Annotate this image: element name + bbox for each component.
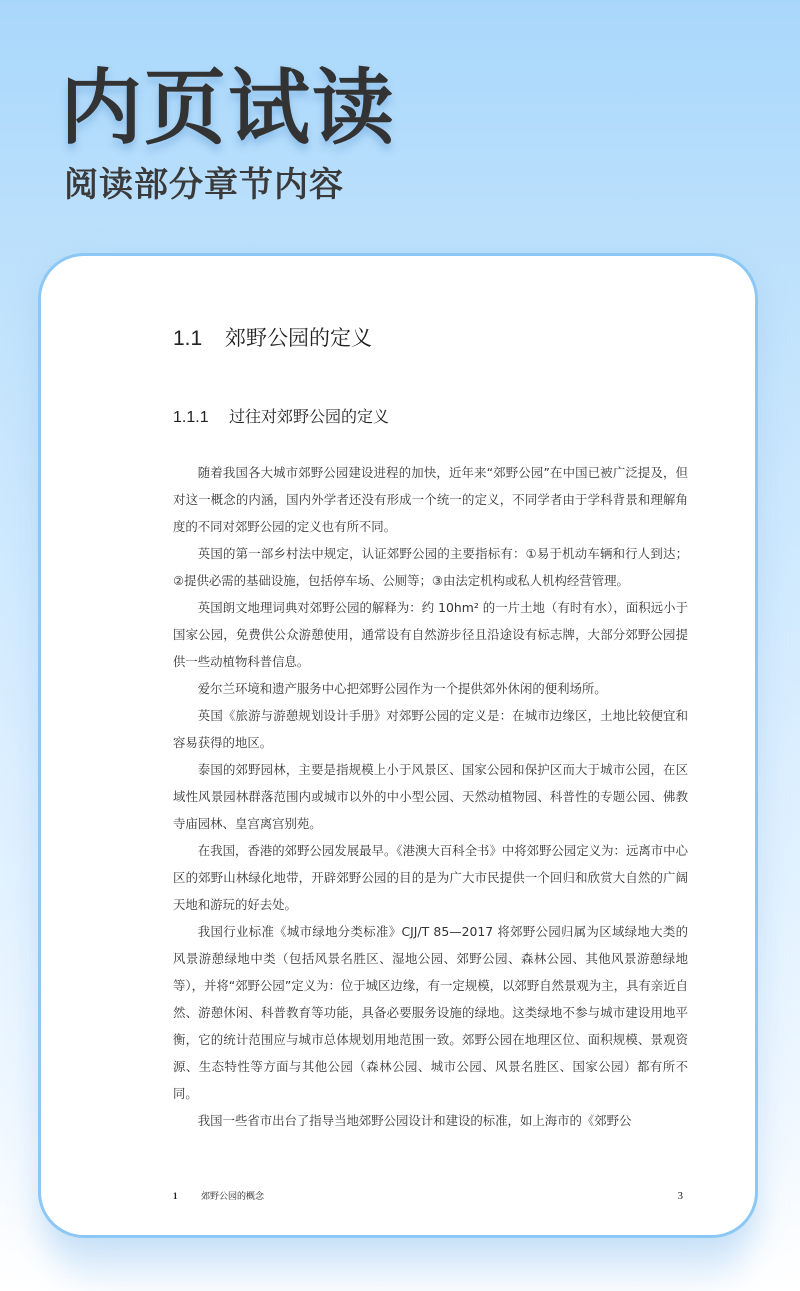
- footer-chapter-number: 1: [173, 1191, 178, 1201]
- section-heading: [173, 328, 372, 349]
- page-number: 3: [677, 1190, 683, 1202]
- page-footer: [173, 1190, 683, 1202]
- subsection-number: 1.1.1: [173, 409, 209, 426]
- body-text: [173, 459, 688, 1134]
- section-number: 1.1: [173, 327, 203, 350]
- paragraph: 英国《旅游与游憩规划设计手册》对郊野公园的定义是：在城市边缘区，土地比较便宜和容易获得的地区。: [173, 708, 688, 750]
- paragraph: 泰国的郊野园林，主要是指规模上小于风景区、国家公园和保护区而大于城市公园，在区域性风景园林群落范围内或城市以外的中小型公园、天然动植物园、科普性的专题公园、佛教寺庙园林、皇宫离宫别苑。: [173, 762, 688, 831]
- paragraph: 我国一些省市出台了指导当地郊野公园设计和建设的标准，如上海市的《郊野公: [197, 1113, 632, 1128]
- paragraph: 英国朗文地理词典对郊野公园的解释为：约 10hm² 的一片土地（有时有水），面积远小于国家公园，免费供公众游憩使用，通常设有自然游步径且沿途设有标志牌，大部分郊野公园提供一些动植物科普信息。: [173, 600, 688, 669]
- paragraph: 随着我国各大城市郊野公园建设进程的加快，近年来“郊野公园”在中国已被广泛提及，但对这一概念的内涵，国内外学者还没有形成一个统一的定义，不同学者由于学科背景和理解角度的不同对郊野公园的定义也有所不同。: [173, 465, 688, 534]
- section-title: 郊野公园的定义: [225, 327, 372, 350]
- hero-subtitle: 阅读部分章节内容: [64, 165, 344, 205]
- hero-title: 内页试读: [60, 61, 397, 156]
- paragraph: 英国的第一部乡村法中规定，认证郊野公园的主要指标有：①易于机动车辆和行人到达；②提供必需的基础设施，包括停车场、公厕等；③由法定机构或私人机构经营管理。: [173, 546, 688, 588]
- footer-chapter-title: 郊野公园的概念: [201, 1191, 265, 1201]
- paragraph: 我国行业标准《城市绿地分类标准》CJJ/T 85—2017 将郊野公园归属为区域绿地大类的风景游憩绿地中类（包括风景名胜区、湿地公园、郊野公园、森林公园、其他风景游憩绿地等），并将“郊野公园”定义为：位于城区边缘，有一定规模，以郊野自然景观为主，具有亲近自然、游憩休闲、科普教育等功能，具备必要服务设施的绿地。这类绿地不参与城市建设用地平衡，它的统计范围应与城市总体规划用地范围一致。郊野公园在地理区位、面积规模、景观资源、生态特性等方面与其他公园（森林公园、城市公园、风景名胜区、国家公园）都有所不同。: [173, 924, 688, 1101]
- subsection-title: 过往对郊野公园的定义: [229, 409, 390, 426]
- paragraph: 爱尔兰环境和遗产服务中心把郊野公园作为一个提供郊外休闲的便利场所。: [197, 681, 607, 696]
- subsection-heading: [173, 410, 389, 426]
- paragraph: 在我国，香港的郊野公园发展最早。《港澳大百科全书》中将郊野公园定义为：远离市中心区的郊野山林绿化地带，开辟郊野公园的目的是为广大市民提供一个回归和欣赏大自然的广阔天地和游玩的好去处。: [173, 843, 688, 912]
